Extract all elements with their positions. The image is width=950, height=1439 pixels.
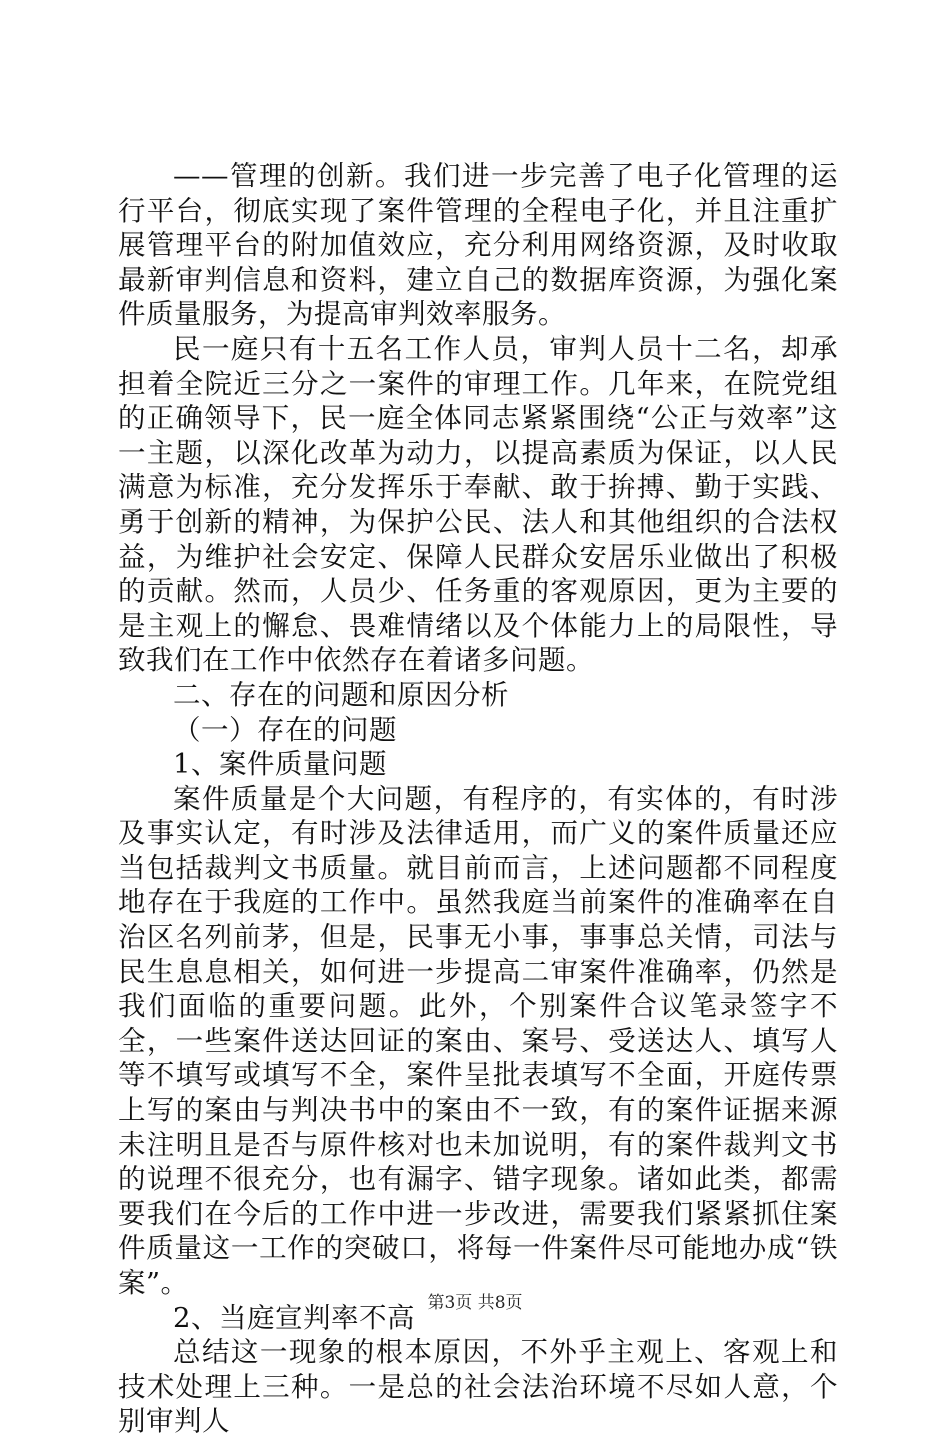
item-heading-verdict-rate: 2、当庭宣判率不高	[173, 1301, 415, 1334]
document-body	[118, 159, 838, 1439]
subsection-heading-existing-problems: （一）存在的问题	[173, 713, 397, 746]
page-number-footer: 第3页 共8页	[427, 1293, 523, 1313]
item-heading-case-quality: 1、案件质量问题	[173, 748, 387, 781]
paragraph-verdict-rate-causes: 总结这一现象的根本原因，不外乎主观上、客观上和技术处理上三种。一是总的社会法治环境不尽如人意，个别审判人	[118, 1336, 838, 1438]
paragraph-management-innovation: ——管理的创新。我们进一步完善了电子化管理的运行平台，彻底实现了案件管理的全程电子化，并且注重扩展管理平台的附加值效应，充分利用网络资源，及时收取最新审判信息和资料，建立自己的数据库资源，为强化案件质量服务，为提高审判效率服务。	[118, 160, 838, 331]
section-heading-problems-analysis: 二、存在的问题和原因分析	[173, 678, 509, 711]
paragraph-case-quality: 案件质量是个大问题，有程序的，有实体的，有时涉及事实认定，有时涉及法律适用，而广义的案件质量还应当包括裁判文书质量。就目前而言，上述问题都不同程度地存在于我庭的工作中。虽然我庭当前案件的准确率在自治区名列前茅，但是，民事无小事，事事总关情，司法与民生息息相关，如何进一步提高二审案件准确率，仍然是我们面临的重要问题。此外，个别案件合议笔录签字不全，一些案件送达回证的案由、案号、受送达人、填写人等不填写或填写不全，案件呈批表填写不全面，开庭传票上写的案由与判决书中的案由不一致，有的案件证据来源未注明且是否与原件核对也未加说明，有的案件裁判文书的说理不很充分，也有漏字、错字现象。诸如此类，都需要我们在今后的工作中进一步改进，需要我们紧紧抓住案件质量这一工作的突破口，将每一件案件尽可能地办成“铁案”。	[118, 782, 838, 1299]
paragraph-civil-division-overview: 民一庭只有十五名工作人员，审判人员十二名，却承担着全院近三分之一案件的审理工作。几年来，在院党组的正确领导下，民一庭全体同志紧紧围绕“公正与效率”这一主题，以深化改革为动力，以提高素质为保证，以人民满意为标准，充分发挥乐于奉献、敢于拚搏、勤于实践、勇于创新的精神，为保护公民、法人和其他组织的合法权益，为维护社会安定、保障人民群众安居乐业做出了积极的贡献。然而，人员少、任务重的客观原因，更为主要的是主观上的懈怠、畏难情绪以及个体能力上的局限性，导致我们在工作中依然存在着诸多问题。	[118, 332, 838, 677]
